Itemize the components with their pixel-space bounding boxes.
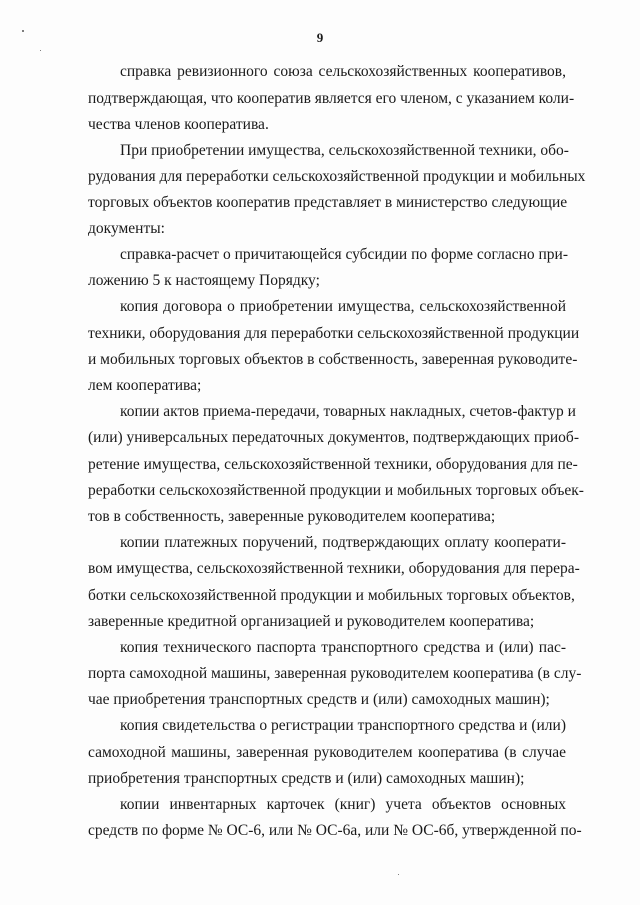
text-line: При приобретении имущества, сельскохозяйственной техники, обо- [120, 142, 569, 159]
text-line: реработки сельскохозяйственной продукции и мобильных торговых объек- [88, 482, 584, 499]
text-line: приобретения транспортных средств и (или) самоходных машин); [88, 770, 525, 787]
text-line: порта самоходной машины, заверенная руководителем кооператива (в слу- [88, 665, 582, 682]
text-line: копия технического паспорта транспортного средства и (или) пас- [120, 639, 566, 656]
text-line: ретение имущества, сельскохозяйственной техники, оборудования для пе- [88, 456, 578, 473]
text-line: и мобильных торговых объектов в собственность, заверенная руководите- [88, 351, 578, 368]
text-line: копии инвентарных карточек (книг) учета объектов основных [120, 796, 566, 813]
text-line: лем кооператива; [88, 377, 202, 394]
text-line: вом имущества, сельскохозяйственной техники, оборудования для перера- [88, 560, 580, 577]
text-line: копии платежных поручений, подтверждающих оплату кооперати- [120, 534, 566, 551]
text-line: рудования для переработки сельскохозяйственной продукции и мобильных [88, 168, 586, 185]
text-line: заверенные кредитной организацией и руководителем кооператива; [88, 613, 535, 630]
text-line: подтверждающая, что кооператив является его членом, с указанием коли- [88, 90, 575, 107]
text-line: копия договора о приобретении имущества, сельскохозяйственной [120, 298, 566, 315]
scan-speck [40, 50, 41, 51]
text-line: самоходной машины, заверенная руководителем кооператива (в случае [88, 744, 566, 761]
text-line: справка-расчет о причитающейся субсидии по форме согласно при- [120, 246, 568, 263]
page-number: 9 [316, 30, 324, 45]
text-line: (или) универсальных передаточных документов, подтверждающих приоб- [88, 429, 579, 446]
text-line: техники, оборудования для переработки сельскохозяйственной продукции [88, 325, 580, 342]
text-line: документы: [88, 220, 165, 237]
text-line: торговых объектов кооператив представляет в министерство следующие [88, 194, 568, 211]
scan-speck [22, 30, 24, 32]
text-line: ботки сельскохозяйственной продукции и мобильных торговых объектов, [88, 587, 575, 604]
text-line: средств по форме № ОС-6, или № ОС-6а, или № ОС-6б, утвержденной по- [88, 822, 582, 839]
text-line: справка ревизионного союза сельскохозяйственных кооперативов, [120, 63, 566, 80]
text-line: ложению 5 к настоящему Порядку; [88, 272, 320, 289]
text-line: копия свидетельства о регистрации транспортного средства и (или) [120, 717, 566, 734]
text-line: чае приобретения транспортных средств и (или) самоходных машин); [88, 691, 550, 708]
text-line: чества членов кооператива. [88, 116, 269, 133]
text-line: тов в собственность, заверенные руководителем кооператива; [88, 508, 496, 525]
scan-speck [398, 874, 399, 875]
text-line: копии актов приема-передачи, товарных накладных, счетов-фактур и [120, 403, 576, 420]
